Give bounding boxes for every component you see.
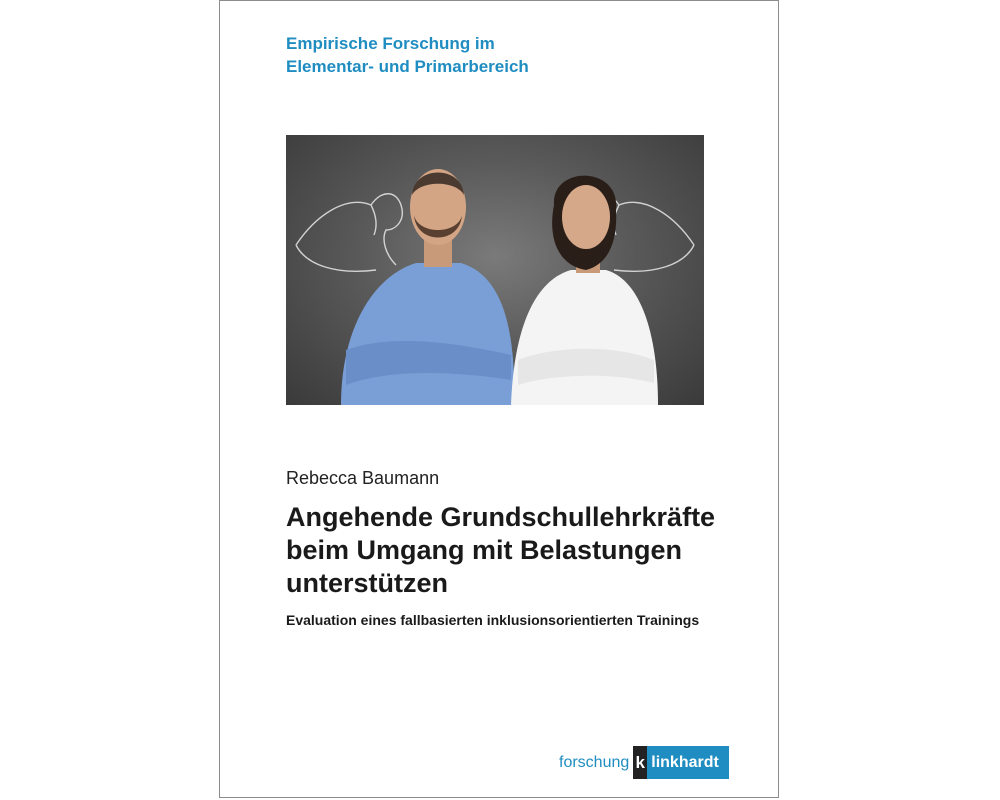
book-subtitle: Evaluation eines fallbasierten inklusionsorientierten Trainings <box>286 612 700 628</box>
book-title <box>286 501 766 600</box>
series-title-line-2: Elementar- und Primarbereich <box>286 57 529 76</box>
book-title-line-1: Angehende Grundschullehrkräfte <box>286 502 716 532</box>
publisher-letter: k <box>633 746 647 779</box>
book-title-line-3: unterstützen <box>286 568 448 598</box>
cover-photo-illustration <box>286 135 704 405</box>
man-figure <box>341 169 514 405</box>
series-title-line-1: Empirische Forschung im <box>286 34 495 53</box>
publisher-name: linkhardt <box>647 746 729 779</box>
series-title <box>286 32 529 78</box>
chalk-arm-left <box>296 194 402 272</box>
book-title-line-2: beim Umgang mit Belastungen <box>286 535 683 565</box>
author-name: Rebecca Baumann <box>286 468 440 488</box>
woman-figure <box>511 176 658 405</box>
publisher-word: forschung <box>559 753 630 771</box>
book-cover <box>219 0 779 798</box>
cover-photo <box>286 135 704 405</box>
publisher-logo <box>559 746 729 779</box>
